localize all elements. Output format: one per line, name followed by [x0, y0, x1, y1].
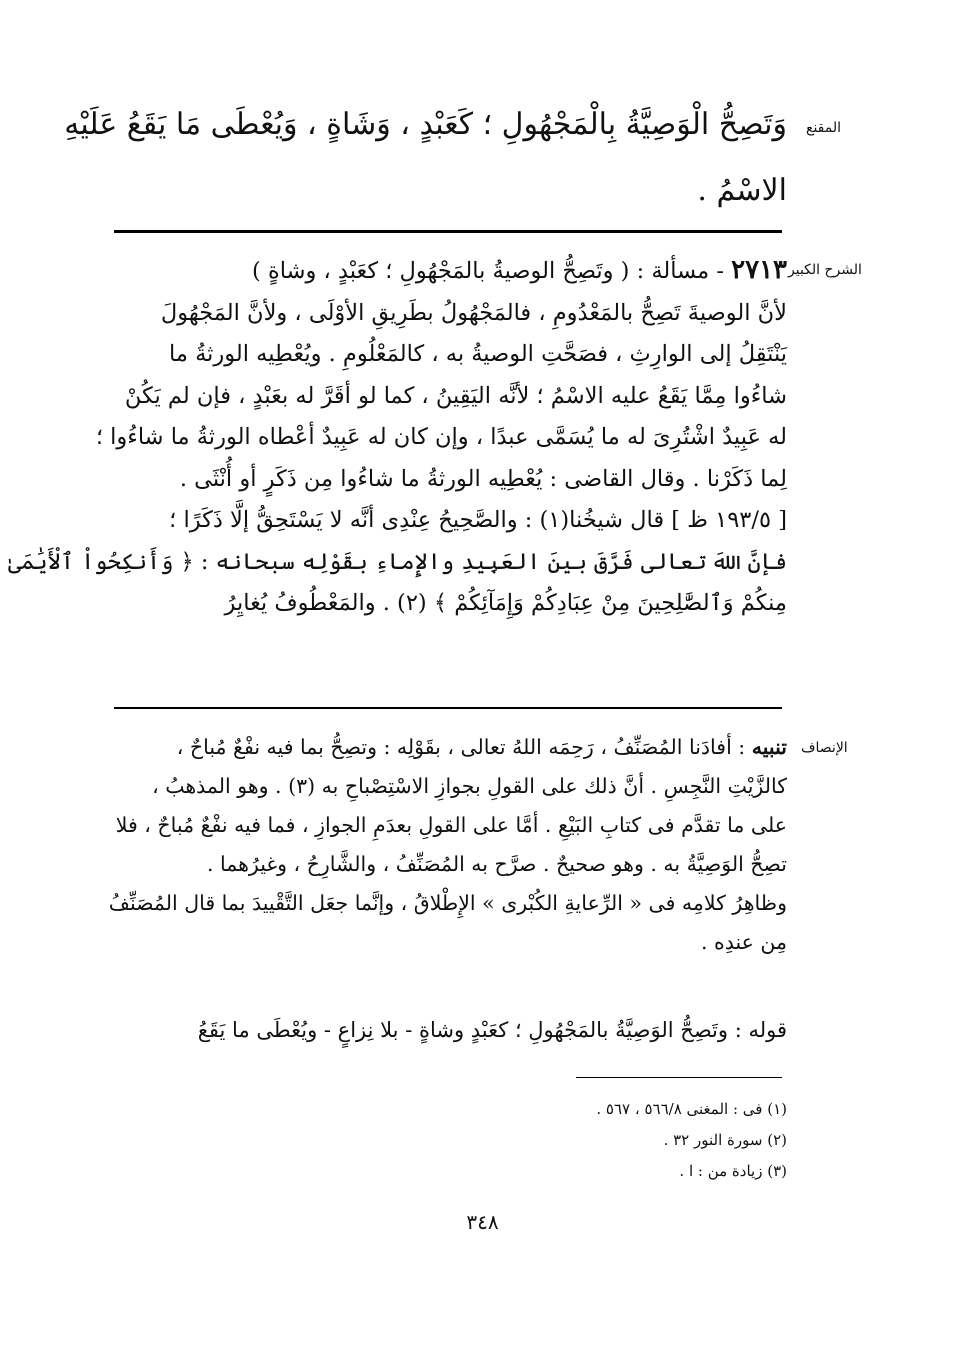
label-insaf: الإنصاف: [801, 740, 848, 756]
section-divider: [114, 230, 782, 233]
qawl-text: [110, 1010, 787, 1050]
sharh-line: [110, 250, 787, 293]
insaf-line-rest: : أفادَنا المُصَنِّفُ ، رَحِمَه اللهُ تعالى ، بقَوْلِه : وتصِحُّ بما فيه نفْعٌ مُباحٌ ،: [176, 735, 746, 759]
footnotes: [400, 1094, 787, 1187]
insaf-line: مِن عندِه .: [700, 930, 787, 954]
insaf-line: تصِحُّ الوَصِيَّةُ به . وهو صحيحٌ . صرَّح به المُصَنِّفُ ، والشَّارِحُ ، وغيرُهما .: [206, 852, 787, 876]
sharh-line: لأنَّ الوصيةَ تَصِحُّ بالمَعْدُومِ ، فالمَجْهُولُ بطَرِيقِ الأوْلَى ، ولأنَّ المَجْهُولَ: [160, 299, 787, 326]
label-sharh: الشرح الكبير: [788, 262, 862, 278]
issue-number: ٢٧١٣: [731, 255, 787, 285]
sharh-line: شاءُوا مِمَّا يَقَعُ عليه الاسْمُ ؛ لأنَّه اليَقِينُ ، كما لو أقَرَّ له بعَبْدٍ ، فإن لم يَكُنْ: [124, 382, 787, 409]
qawl-line: قوله : وتَصِحُّ الوَصِيَّةُ بالمَجْهُولِ ؛ كعَبْدٍ وشاةٍ - بلا نِزاعٍ - ويُعْطَى ما يَقَعُ: [197, 1018, 787, 1042]
insaf-line: وظاهِرُ كلامِه فى « الرِّعايةِ الكُبْرى » الإِطْلاقُ ، وإنَّما جعَل التَّقْييدَ بما قال المُصَنِّفُ: [108, 891, 787, 915]
sharh-line: يَنْتَقِلُ إلى الوارِثِ ، فصَحَّتِ الوصيةُ به ، كالمَعْلُومِ . ويُعْطِيه الورثةُ ما: [169, 341, 787, 367]
sharh-line: [ ١٩٣/٥ ظ ] قال شيخُنا(١) : والصَّحِيحُ عِنْدِى أنَّه لا يَسْتَحِقُّ إلَّا ذَكَرًا ؛: [169, 507, 787, 533]
footnote: (٣) زيادة من : ا .: [679, 1162, 787, 1180]
sharh-line: مِنكُمْ وَٱلصَّٰلِحِينَ مِنْ عِبَادِكُمْ وَإِمَآئِكُمْ ﴾ (٢) . والمَعْطُوفُ يُغايِرُ: [224, 590, 787, 616]
footnote: (٢) سورة النور ٣٢ .: [663, 1131, 787, 1149]
insaf-line: كالزَّيْتِ النَّجِسِ . أنَّ ذلك على القولِ بجوازِ الاسْتِصْباحِ به (٣) . وهو المذهبُ ،: [152, 774, 787, 798]
muqni-line: وَتَصِحُّ الْوَصِيَّةُ بِالْمَجْهُولِ ؛ كَعَبْدٍ ، وَشَاةٍ ، وَيُعْطَى مَا يَقَعُ عَلَيْهِ: [64, 107, 787, 142]
sharh-line: له عَبِيدٌ اشْتُرِىَ له ما يُسَمَّى عبدًا ، وإن كان له عَبِيدٌ أعْطاه الورثةُ ما شاءُوا ؛: [95, 424, 787, 450]
muqni-line: الاسْمُ .: [697, 173, 787, 208]
label-muqni: المقنع: [806, 120, 842, 136]
page-number: ٣٤٨: [466, 1210, 499, 1234]
muqni-text: [64, 92, 787, 224]
footnote: (١) فى : المغنى ٥٦٦/٨ ، ٥٦٧ .: [596, 1100, 787, 1118]
insaf-line: على ما تقدَّم فى كتابِ البَيْعِ . أمَّا على القولِ بعدَمِ الجوازِ ، فما فيه نفْعٌ مُباحٌ ، فلا: [115, 813, 787, 837]
section-divider: [114, 707, 782, 709]
insaf-text: [110, 728, 787, 962]
sharh-text: [8, 250, 787, 625]
sharh-line: لِما ذَكَرْنا . وقال القاضى : يُعْطِيه الورثةُ ما شاءُوا مِن ذَكَرٍ أو أُنْثَى .: [179, 465, 787, 492]
footnote-rule: [576, 1077, 782, 1078]
tanbih-label: تنبيه: [751, 735, 787, 759]
sharh-line: فإنَّ اللهَ تعالى فَرَّقَ بينَ العَبِيدِ والإِماءِ بقَوْلِه سبحانه : ﴿ وَأَنكِحُواْ ٱلْأَيَٰمَىٰ: [8, 548, 787, 575]
insaf-line: [110, 728, 787, 767]
issue-heading: - مسألة : ( وتَصِحُّ الوصيةُ بالمَجْهُولِ ؛ كعَبْدٍ ، وشاةٍ ): [252, 258, 724, 284]
